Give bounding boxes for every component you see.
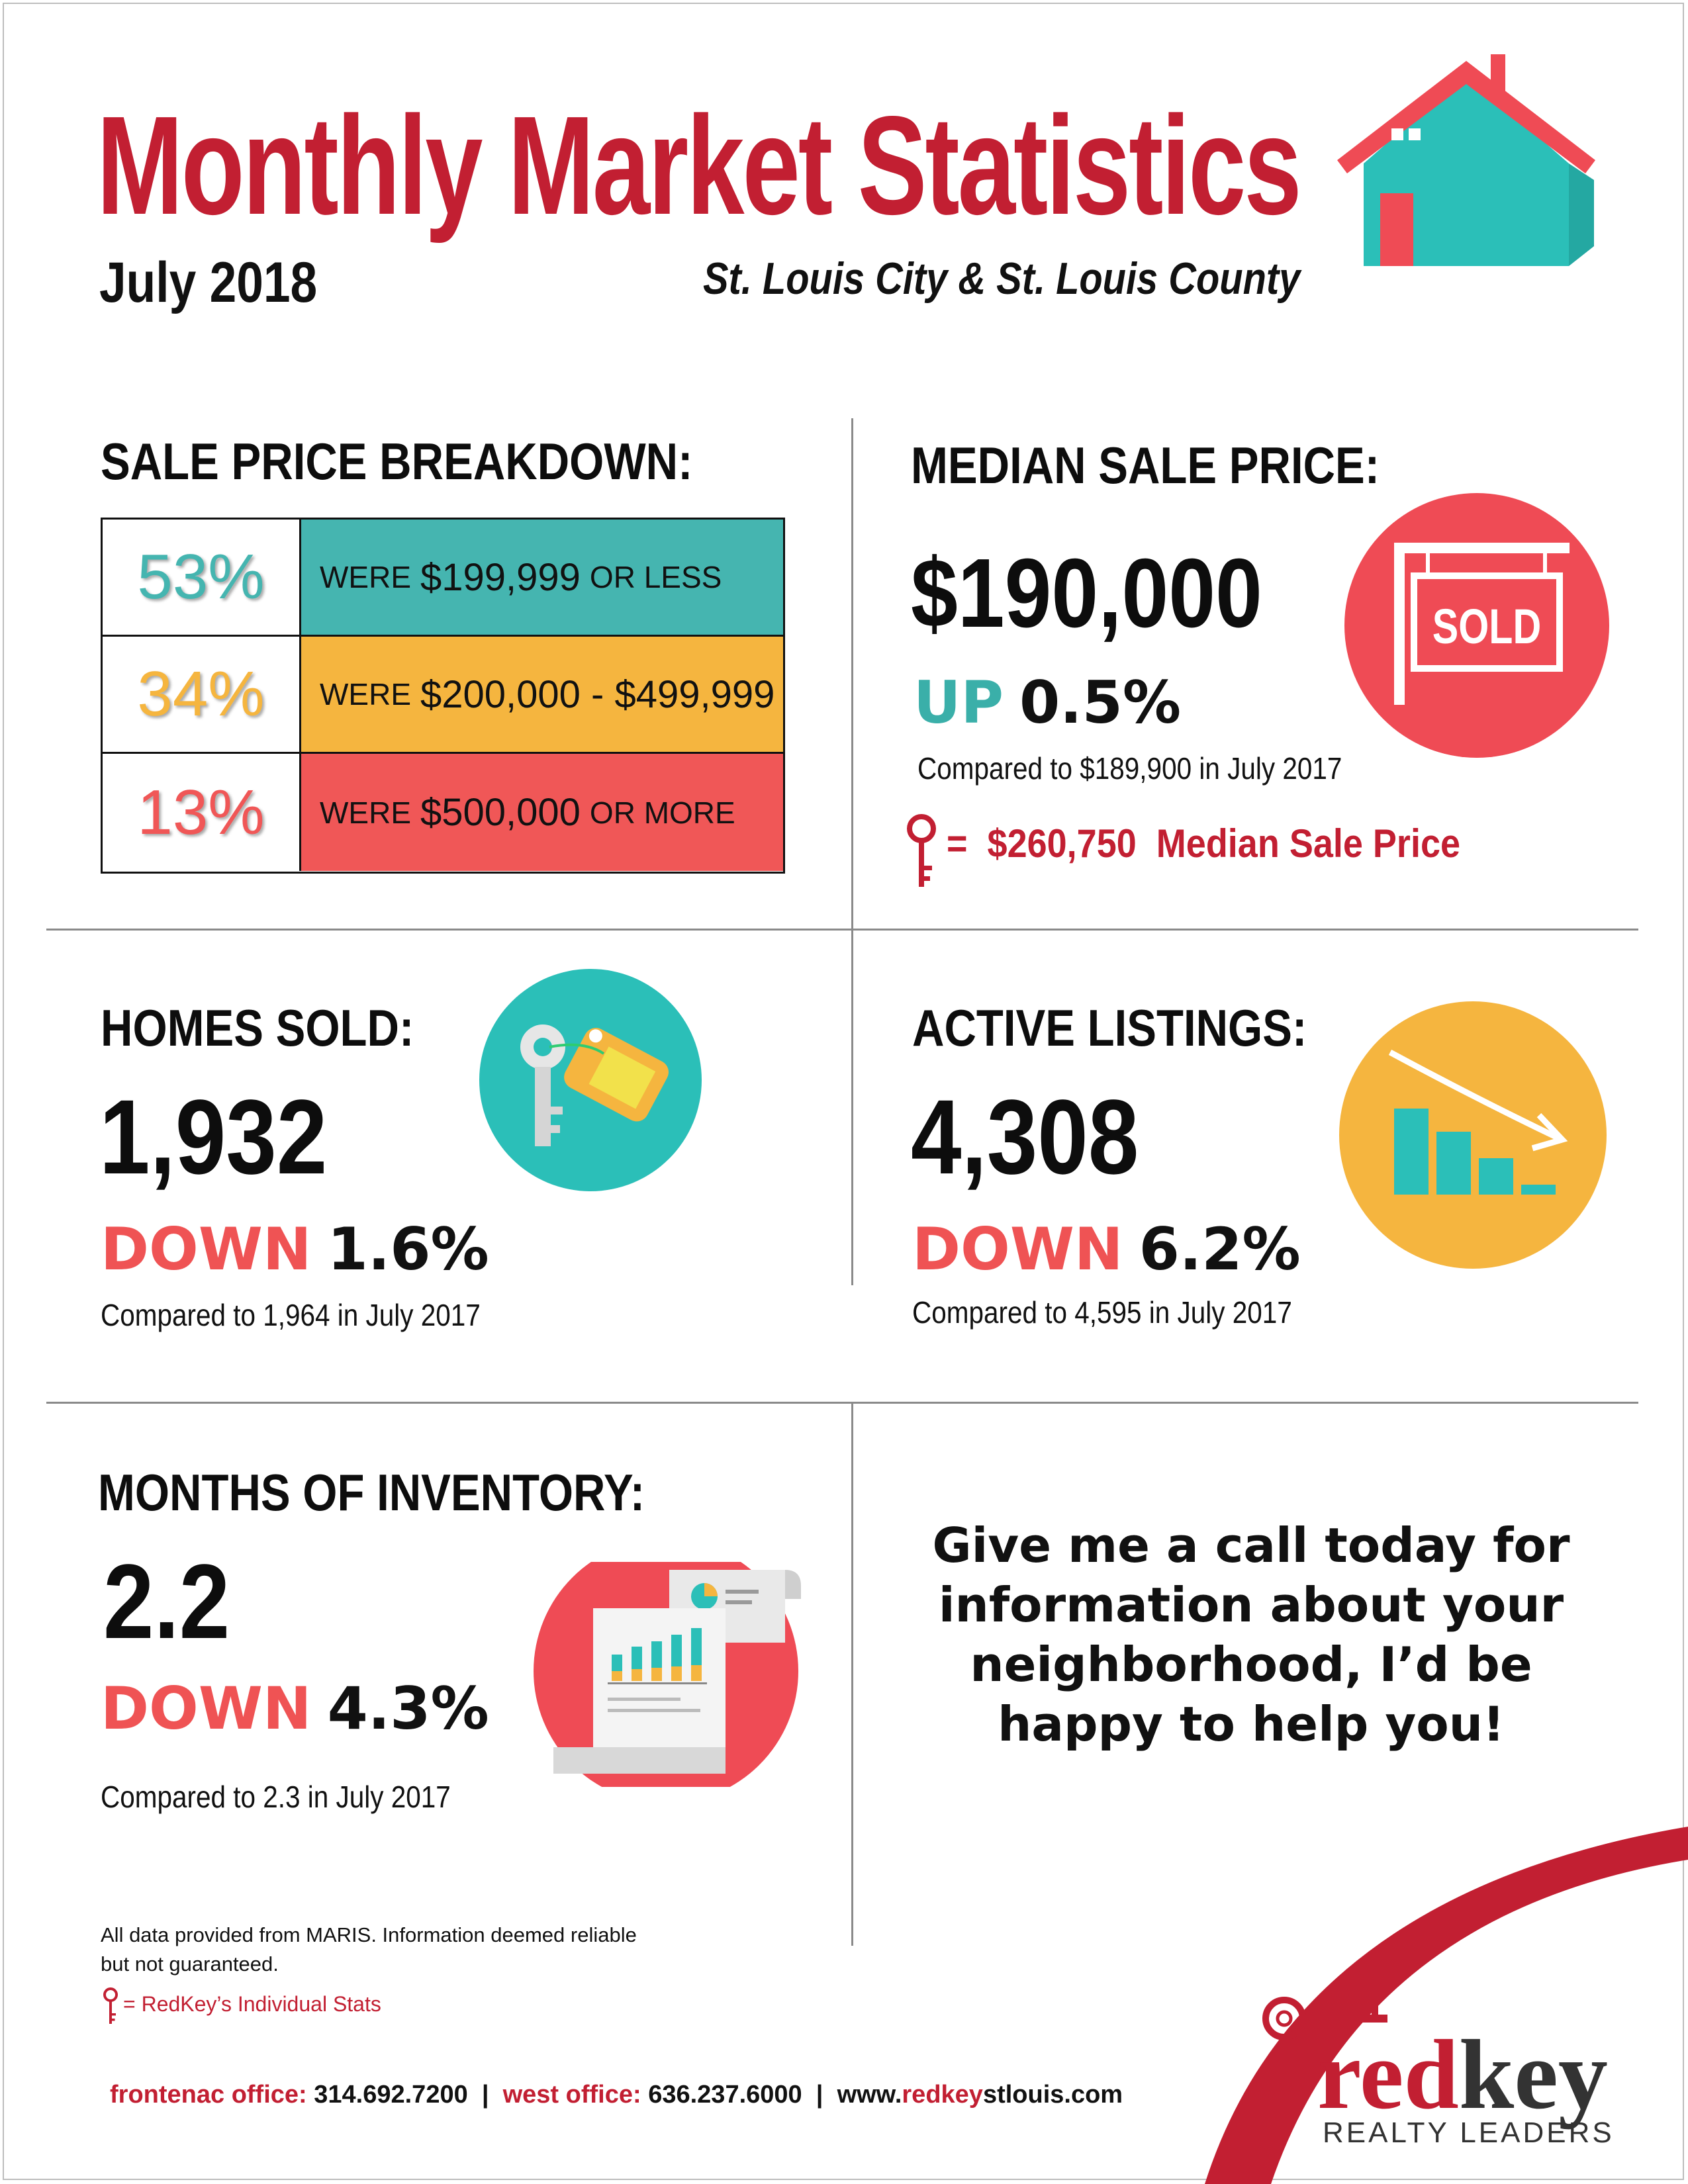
declining-chart-icon xyxy=(1337,999,1609,1271)
sale-price-breakdown-table xyxy=(101,518,785,874)
breakdown-description xyxy=(301,754,783,871)
report-date: July 2018 xyxy=(99,251,318,314)
report-region: St. Louis City & St. Louis County xyxy=(703,253,1301,304)
cta-line: information about your xyxy=(938,1577,1564,1633)
frontenac-label: frontenac office: xyxy=(110,2081,307,2109)
trend-percent: 0.5% xyxy=(1019,668,1182,737)
active-listings-value: 4,308 xyxy=(911,1077,1139,1196)
redkey-equals: = xyxy=(947,821,968,866)
trend-direction: DOWN xyxy=(912,1215,1123,1283)
cta-line: neighborhood, I’d be xyxy=(970,1637,1532,1692)
trend-percent: 4.3% xyxy=(327,1674,489,1743)
breakdown-percent: 34% xyxy=(103,637,301,752)
breakdown-pre: WERE xyxy=(320,677,411,711)
homes-sold-trend xyxy=(101,1215,489,1283)
breakdown-post: OR LESS xyxy=(589,560,722,594)
cta-line: Give me a call today for xyxy=(932,1518,1570,1573)
redkey-label: Median Sale Price xyxy=(1156,821,1461,866)
active-listings-compare: Compared to 4,595 in July 2017 xyxy=(912,1295,1292,1330)
active-listings-trend xyxy=(912,1215,1301,1283)
cta-line: happy to help you! xyxy=(998,1696,1505,1752)
divider-vertical-lower xyxy=(851,1403,853,1946)
west-label: west office: xyxy=(502,2081,641,2109)
breakdown-value: $199,999 xyxy=(420,555,581,599)
footer-contacts xyxy=(110,2081,1123,2109)
breakdown-percent: 53% xyxy=(103,520,301,635)
breakdown-row xyxy=(103,520,783,637)
footer-separator: | xyxy=(481,2081,489,2109)
key-legend-icon xyxy=(101,1987,120,2026)
disclaimer xyxy=(101,1921,723,1979)
breakdown-description xyxy=(301,637,783,752)
disclaimer-line: but not guaranteed. xyxy=(101,1952,279,1976)
trend-direction: DOWN xyxy=(101,1674,312,1743)
west-phone[interactable]: 636.237.6000 xyxy=(648,2081,802,2109)
website-link[interactable] xyxy=(837,2081,1123,2109)
website-brand: redkey xyxy=(902,2081,983,2109)
breakdown-percent: 13% xyxy=(103,754,301,871)
median-sale-price-heading: MEDIAN SALE PRICE: xyxy=(911,436,1380,494)
trend-direction: DOWN xyxy=(101,1215,312,1283)
key-tag-icon xyxy=(478,968,703,1193)
homes-sold-compare: Compared to 1,964 in July 2017 xyxy=(101,1298,481,1332)
months-inventory-trend xyxy=(101,1674,489,1743)
logo-wordmark xyxy=(1317,2020,1608,2130)
breakdown-pre: WERE xyxy=(320,560,411,594)
breakdown-row xyxy=(103,754,783,871)
frontenac-phone[interactable]: 314.692.7200 xyxy=(314,2081,468,2109)
median-sale-price-value: $190,000 xyxy=(911,539,1262,648)
footer-separator: | xyxy=(816,2081,823,2109)
key-icon xyxy=(902,813,941,892)
sold-sign-text: SOLD xyxy=(1432,599,1542,655)
months-inventory-heading: MONTHS OF INVENTORY: xyxy=(98,1463,645,1522)
breakdown-row xyxy=(103,637,783,754)
trend-percent: 1.6% xyxy=(327,1215,489,1283)
breakdown-description xyxy=(301,520,783,635)
homes-sold-heading: HOMES SOLD: xyxy=(101,999,414,1057)
report-document-icon xyxy=(534,1562,838,1787)
active-listings-heading: ACTIVE LISTINGS: xyxy=(912,999,1307,1057)
website-prefix: www. xyxy=(837,2081,902,2109)
sale-price-breakdown-heading: SALE PRICE BREAKDOWN: xyxy=(101,432,693,490)
redkey-value: $260,750 xyxy=(987,821,1137,866)
breakdown-value: $200,000 - $499,999 xyxy=(420,672,775,716)
trend-percent: 6.2% xyxy=(1139,1215,1301,1283)
house-icon xyxy=(1331,48,1602,279)
median-sale-price-trend xyxy=(914,668,1181,737)
divider-vertical xyxy=(851,418,853,1285)
breakdown-value: $500,000 xyxy=(420,791,581,834)
divider-horizontal-1 xyxy=(46,929,1638,931)
logo-brand-dark: key xyxy=(1458,2020,1608,2130)
trend-direction: UP xyxy=(914,668,1004,737)
divider-horizontal-2 xyxy=(46,1402,1638,1404)
breakdown-pre: WERE xyxy=(320,795,411,830)
months-inventory-value: 2.2 xyxy=(103,1542,230,1661)
page-title: Monthly Market Statistics xyxy=(97,87,1300,244)
breakdown-post: OR MORE xyxy=(589,795,735,830)
redkey-median-sale-price xyxy=(947,821,1460,866)
months-inventory-compare: Compared to 2.3 in July 2017 xyxy=(101,1780,451,1814)
logo-brand-red: red xyxy=(1317,2020,1459,2130)
key-legend-note: = RedKey’s Individual Stats xyxy=(123,1992,381,2016)
logo-tagline: REALTY LEADERS xyxy=(1323,2116,1615,2149)
homes-sold-value: 1,932 xyxy=(99,1077,328,1196)
disclaimer-line: All data provided from MARIS. Information deemed reliable xyxy=(101,1923,637,1946)
website-suffix: stlouis.com xyxy=(982,2081,1123,2109)
median-sale-price-compare: Compared to $189,900 in July 2017 xyxy=(917,751,1342,786)
call-to-action xyxy=(904,1516,1599,1754)
sold-sign-icon xyxy=(1341,490,1613,761)
